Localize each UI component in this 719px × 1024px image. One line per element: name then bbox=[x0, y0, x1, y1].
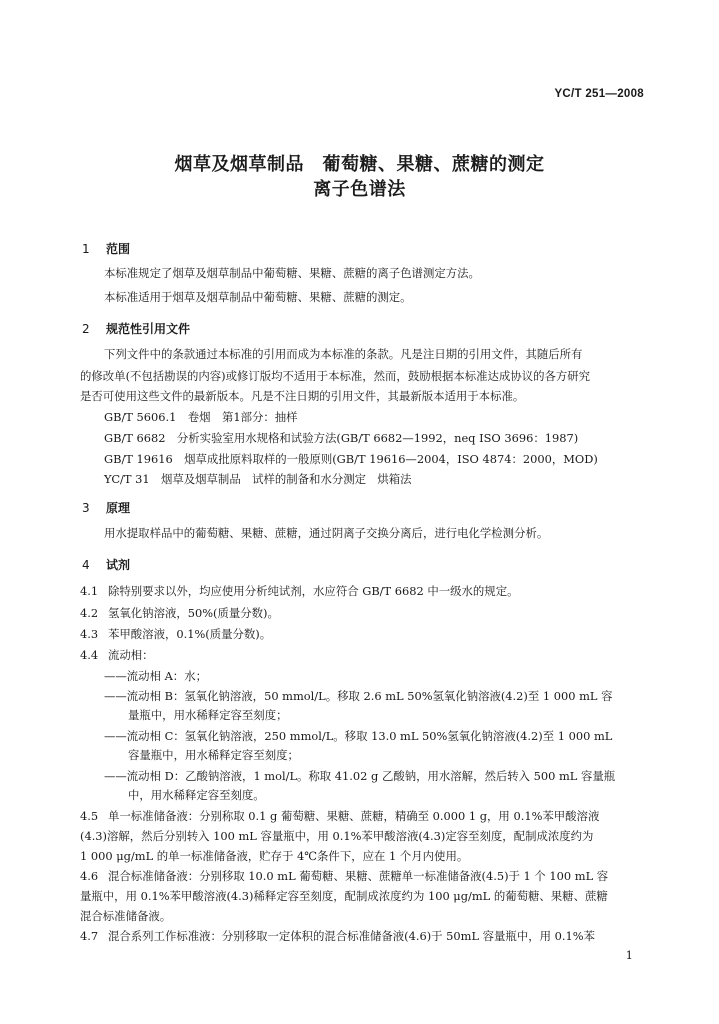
reference-item: YC/T 31 烟草及烟草制品 试样的制备和水分测定 烘箱法 bbox=[104, 472, 412, 486]
list-item: ——流动相 D：乙酸钠溶液，1 mol/L。称取 41.02 g 乙酸钠，用水溶解，然后转入 500 mL 容量瓶 bbox=[104, 769, 616, 783]
clause-4-4 bbox=[80, 648, 154, 663]
paragraph-line: 混合标准储备液。 bbox=[80, 909, 172, 923]
section-1-heading bbox=[82, 240, 130, 257]
clause-number: 4.4 bbox=[80, 648, 99, 662]
document-title-line1: 烟草及烟草制品 葡萄糖、果糖、蔗糖的测定 bbox=[174, 154, 545, 175]
section-number: 4 bbox=[82, 558, 90, 572]
paragraph-line: 是否可使用这些文件的最新版本。凡是不注日期的引用文件，其最新版本适用于本标准。 bbox=[80, 389, 525, 403]
clause-4-2 bbox=[80, 606, 279, 621]
list-item-continuation: 量瓶中，用水稀释定容至刻度； bbox=[128, 708, 288, 722]
reference-item: GB/T 19616 烟草成批原料取样的一般原则(GB/T 19616—2004，ISO 4874：2000，MOD) bbox=[104, 452, 598, 466]
paragraph-line: 1 000 μg/mL 的单一标准储备液，贮存于 4℃条件下，应在 1 个月内使用。 bbox=[80, 849, 469, 863]
standard-code: YC/T 251—2008 bbox=[554, 88, 644, 100]
section-title: 试剂 bbox=[106, 558, 131, 572]
section-title: 范围 bbox=[106, 242, 131, 256]
section-number: 2 bbox=[82, 322, 90, 336]
list-item: ——流动相 B：氢氧化钠溶液，50 mmol/L。移取 2.6 mL 50%氢氧化钠溶液(4.2)至 1 000 mL 容 bbox=[104, 689, 613, 703]
clause-number: 4.6 bbox=[80, 869, 99, 883]
clause-number: 4.7 bbox=[80, 929, 99, 943]
paragraph-line: 本标准规定了烟草及烟草制品中葡萄糖、果糖、蔗糖的离子色谱测定方法。 bbox=[104, 266, 480, 280]
paragraph-line: 下列文件中的条款通过本标准的引用而成为本标准的条款。凡是注日期的引用文件，其随后所有 bbox=[104, 347, 583, 361]
clause-4-6 bbox=[80, 869, 608, 884]
paragraph-line: 用水提取样品中的葡萄糖、果糖、蔗糖，通过阴离子交换分离后，进行电化学检测分析。 bbox=[104, 526, 549, 540]
section-2-heading bbox=[82, 320, 190, 337]
clause-4-1 bbox=[80, 584, 518, 599]
clause-text: 氢氧化钠溶液，50%(质量分数)。 bbox=[108, 606, 279, 620]
list-item: ——流动相 C：氢氧化钠溶液，250 mmol/L。移取 13.0 mL 50%氢氧化钠溶液(4.2)至 1 000 mL bbox=[104, 729, 613, 743]
section-number: 3 bbox=[82, 501, 90, 515]
section-4-heading bbox=[82, 556, 130, 573]
paragraph-line: 量瓶中，用 0.1%苯甲酸溶液(4.3)稀释定容至刻度，配制成浓度约为 100 μg/mL 的葡萄糖、果糖、蔗糖 bbox=[80, 889, 608, 903]
clause-text: 混合标准储备液：分别移取 10.0 mL 葡萄糖、果糖、蔗糖单一标准储备液(4.5)于 1 个 100 mL 容 bbox=[108, 869, 609, 883]
clause-number: 4.5 bbox=[80, 809, 99, 823]
paragraph-line: 的修改单(不包括勘误的内容)或修订版均不适用于本标准，然而，鼓励根据本标准达成协议的各方研究 bbox=[80, 369, 591, 383]
document-title-line2: 离子色谱法 bbox=[313, 179, 406, 200]
clause-4-5 bbox=[80, 809, 599, 824]
list-item-continuation: 中，用水稀释定容至刻度。 bbox=[128, 788, 265, 802]
paragraph-line: 本标准适用于烟草及烟草制品中葡萄糖、果糖、蔗糖的测定。 bbox=[104, 290, 412, 304]
page-number: 1 bbox=[625, 948, 633, 962]
clause-4-3 bbox=[80, 627, 271, 642]
section-number: 1 bbox=[82, 242, 90, 256]
clause-4-7 bbox=[80, 929, 595, 944]
list-item: ——流动相 A：水； bbox=[104, 669, 207, 683]
clause-number: 4.2 bbox=[80, 606, 99, 620]
list-item-continuation: 容量瓶中，用水稀释定容至刻度； bbox=[128, 748, 299, 762]
clause-number: 4.1 bbox=[80, 584, 99, 598]
section-title: 规范性引用文件 bbox=[106, 322, 191, 336]
clause-text: 苯甲酸溶液，0.1%(质量分数)。 bbox=[108, 627, 272, 641]
clause-text: 流动相： bbox=[108, 648, 154, 662]
clause-text: 混合系列工作标准液：分别移取一定体积的混合标准储备液(4.6)于 50mL 容量瓶中，用 0.1%苯 bbox=[108, 929, 595, 943]
clause-number: 4.3 bbox=[80, 627, 99, 641]
paragraph-line: (4.3)溶解，然后分别转入 100 mL 容量瓶中，用 0.1%苯甲酸溶液(4.3)定容至刻度，配制成浓度约为 bbox=[80, 829, 594, 843]
reference-item: GB/T 6682 分析实验室用水规格和试验方法(GB/T 6682—1992，neq ISO 3696：1987) bbox=[104, 431, 579, 445]
reference-item: GB/T 5606.1 卷烟 第1部分：抽样 bbox=[104, 410, 298, 424]
section-title: 原理 bbox=[106, 501, 131, 515]
clause-text: 单一标准储备液：分别称取 0.1 g 葡萄糖、果糖、蔗糖，精确至 0.000 1 g，用 0.1%苯甲酸溶液 bbox=[108, 809, 600, 823]
section-3-heading bbox=[82, 499, 130, 516]
clause-text: 除特别要求以外，均应使用分析纯试剂，水应符合 GB/T 6682 中一级水的规定。 bbox=[108, 584, 519, 598]
